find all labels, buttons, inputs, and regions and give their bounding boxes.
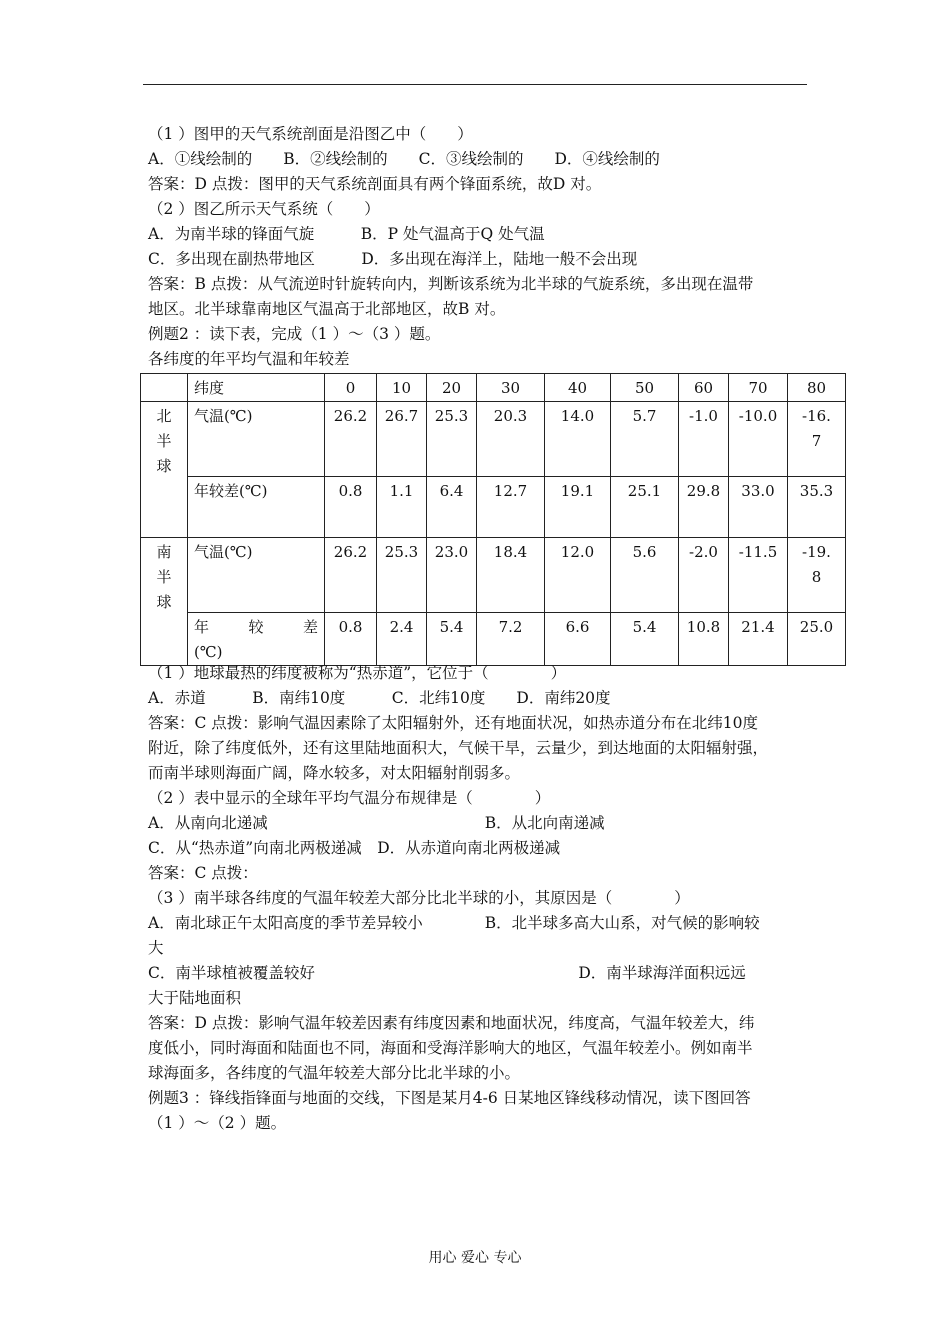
- label-char: 球: [156, 593, 172, 611]
- table-cell: 29.8: [679, 477, 729, 538]
- table-cell: 12.0: [545, 538, 611, 613]
- latitude-header: 纬度: [188, 374, 325, 402]
- table-cell: -10.0: [729, 402, 788, 477]
- table-cell: 1.1: [377, 477, 427, 538]
- ex2-q1-answer-cont: 附近，除了纬度低外，还有这里陆地面积大，气候干旱，云量少，到达地面的太阳辐射强，: [148, 739, 769, 757]
- table-cell: 19.1: [545, 477, 611, 538]
- question-2-options-ab: A．为南半球的锋面气旋 B．P 处气温高于Q 处气温: [148, 225, 545, 243]
- ex2-q1-options: A．赤道 B．南纬10度 C．北纬10度 D．南纬20度: [148, 689, 611, 707]
- range-label-spaced: [194, 615, 318, 640]
- table-cell: 6.6: [545, 613, 611, 666]
- label-char: 半: [156, 432, 172, 450]
- north-temp-row: [141, 402, 846, 477]
- ex2-q1-stem: （1 ）地球最热的纬度被称为“热赤道”，它位于（ ）: [148, 664, 567, 682]
- temp-label: 气温(℃): [188, 538, 325, 613]
- table-cell: 6.4: [427, 477, 477, 538]
- ex2-q2-answer: 答案：C 点拨：: [148, 864, 258, 882]
- south-hemisphere-label: [141, 538, 188, 666]
- range-label: [188, 613, 325, 666]
- label-char: 较: [248, 618, 264, 636]
- table-cell: -2.0: [679, 538, 729, 613]
- question-2-stem: （2 ）图乙所示天气系统（ ）: [148, 200, 380, 218]
- ex2-q3-stem: （3 ）南半球各纬度的气温年较差大部分比北半球的小，其原因是（ ）: [148, 889, 690, 907]
- range-label-unit: (℃): [194, 643, 223, 661]
- latitude-cell: 10: [377, 374, 427, 402]
- label-char: 北: [156, 407, 172, 425]
- table-cell: 5.6: [611, 538, 679, 613]
- table-cell: 21.4: [729, 613, 788, 666]
- table-cell: 25.1: [611, 477, 679, 538]
- latitude-cell: 40: [545, 374, 611, 402]
- table-cell: -19.8: [788, 538, 846, 613]
- example-2-intro: 例题2 ：读下表，完成（1 ）～（3 ）题。: [148, 325, 441, 343]
- latitude-cell: 50: [611, 374, 679, 402]
- label-char: 差: [302, 618, 318, 636]
- page-footer: 用心 爱心 专心: [428, 1250, 522, 1266]
- latitude-cell: 20: [427, 374, 477, 402]
- north-range-row: [141, 477, 846, 538]
- table-header-row: [141, 374, 846, 402]
- ex2-q3-options-ab: A．南北球正午太阳高度的季节差异较小 B．北半球多高大山系，对气候的影响较: [148, 914, 760, 932]
- question-1-options: A．①线绘制的 B．②线绘制的 C．③线绘制的 D．④线绘制的: [148, 150, 660, 168]
- temp-label: 气温(℃): [188, 402, 325, 477]
- example-3-intro: 例题3 ：锋线指锋面与地面的交线，下图是某月4-6 日某地区锋线移动情况，读下图回答: [148, 1089, 751, 1107]
- table-cell: 5.7: [611, 402, 679, 477]
- latitude-cell: 80: [788, 374, 846, 402]
- example-3-intro-cont: （1 ）～（2 ）题。: [148, 1114, 287, 1132]
- table-cell: 26.2: [325, 402, 377, 477]
- ex2-q3-answer-cont: 度低小，同时海面和陆面也不同，海面和受海洋影响大的地区，气温年较差小。例如南半: [148, 1039, 753, 1057]
- table-cell: 25.0: [788, 613, 846, 666]
- table-cell: 18.4: [477, 538, 545, 613]
- table-cell: 26.7: [377, 402, 427, 477]
- ex2-q3-answer-cont: 球海面多，各纬度的气温年较差大部分比北半球的小。: [148, 1064, 521, 1082]
- label-char: 南: [156, 543, 172, 561]
- table-cell: 5.4: [611, 613, 679, 666]
- latitude-cell: 0: [325, 374, 377, 402]
- table-cell: 26.2: [325, 538, 377, 613]
- header-rule: [143, 84, 807, 85]
- south-temp-row: [141, 538, 846, 613]
- ex2-q1-answer: 答案：C 点拨：影响气温因素除了太阳辐射外，还有地面状况，如热赤道分布在北纬10度: [148, 714, 759, 732]
- latitude-cell: 60: [679, 374, 729, 402]
- table-cell: 25.3: [427, 402, 477, 477]
- latitude-cell: 70: [729, 374, 788, 402]
- table-cell: 0.8: [325, 477, 377, 538]
- label-char: 球: [156, 457, 172, 475]
- ex2-q1-answer-cont: 而南半球则海面广阔，降水较多，对太阳辐射削弱多。: [148, 764, 521, 782]
- table-cell: 20.3: [477, 402, 545, 477]
- table-cell: -16.7: [788, 402, 846, 477]
- ex2-q3-options-cd-cont: 大于陆地面积: [148, 989, 242, 1007]
- south-range-row: [141, 613, 846, 666]
- north-hemisphere-label: [141, 402, 188, 538]
- table-cell: 25.3: [377, 538, 427, 613]
- table-cell: 5.4: [427, 613, 477, 666]
- ex2-q3-answer: 答案：D 点拨：影响气温年较差因素有纬度因素和地面状况，纬度高，气温年较差大，纬: [148, 1014, 755, 1032]
- table-cell: 35.3: [788, 477, 846, 538]
- ex2-q3-options-ab-cont: 大: [148, 939, 164, 957]
- table-caption: 各纬度的年平均气温和年较差: [148, 350, 350, 368]
- ex2-q2-options-cd: C．从“热赤道”向南北两极递减 D．从赤道向南北两极递减: [148, 839, 561, 857]
- table-cell: 2.4: [377, 613, 427, 666]
- table-cell: -1.0: [679, 402, 729, 477]
- table-cell: 14.0: [545, 402, 611, 477]
- question-2-answer: 答案：B 点拨：从气流逆时针旋转向内，判断该系统为北半球的气旋系统，多出现在温带: [148, 275, 754, 293]
- table-cell: 23.0: [427, 538, 477, 613]
- table-cell: -11.5: [729, 538, 788, 613]
- label-char: 半: [156, 568, 172, 586]
- table-cell: 12.7: [477, 477, 545, 538]
- label-char: 年: [194, 618, 210, 636]
- table-cell: 33.0: [729, 477, 788, 538]
- ex2-q3-options-cd: C．南半球植被覆盖较好 D．南半球海洋面积远远: [148, 964, 746, 982]
- question-1-answer: 答案：D 点拨：图甲的天气系统剖面具有两个锋面系统，故D 对。: [148, 175, 602, 193]
- ex2-q2-options-ab: A．从南向北递减 B．从北向南递减: [148, 814, 605, 832]
- latitude-cell: 30: [477, 374, 545, 402]
- latitude-temperature-table: [140, 373, 846, 666]
- corner-cell: [141, 374, 188, 402]
- table-cell: 10.8: [679, 613, 729, 666]
- range-label: 年较差(℃): [188, 477, 325, 538]
- table-cell: 7.2: [477, 613, 545, 666]
- question-2-answer-cont: 地区。北半球靠南地区气温高于北部地区，故B 对。: [148, 300, 506, 318]
- question-2-options-cd: C．多出现在副热带地区 D．多出现在海洋上，陆地一般不会出现: [148, 250, 638, 268]
- table-cell: 0.8: [325, 613, 377, 666]
- ex2-q2-stem: （2 ）表中显示的全球年平均气温分布规律是（ ）: [148, 789, 551, 807]
- question-1-stem: （1 ）图甲的天气系统剖面是沿图乙中（ ）: [148, 125, 473, 143]
